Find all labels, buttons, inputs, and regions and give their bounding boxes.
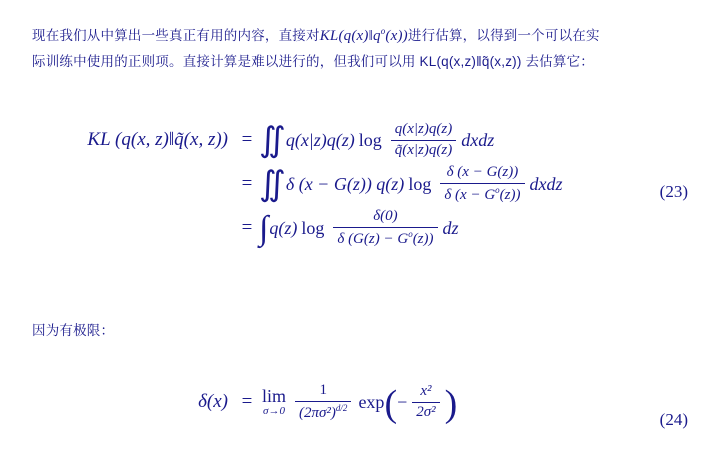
fraction-2-denominator <box>440 183 524 204</box>
fraction-1-numerator: q(x|z)q(z) <box>394 121 453 138</box>
equation-23-lhs: KL (q(x, z)‖q̃(x, z)) <box>87 129 228 150</box>
fraction-4-denominator-head: (2πσ²) <box>299 404 336 421</box>
log-operator-3: log <box>301 217 325 238</box>
equation-23-line-2 <box>38 162 668 206</box>
fraction-5-numerator: x² <box>420 383 432 400</box>
inline-math-kl <box>320 28 408 44</box>
equation-23 <box>38 118 668 250</box>
equation-23-integrand-3: q(z) <box>269 217 298 238</box>
equation-23-relation-1: = <box>241 129 253 150</box>
equation-23-integrand-2: δ (x − G(z)) q(z) <box>285 173 405 194</box>
equation-23-line-3 <box>38 206 668 250</box>
equation-23-tag: (23) <box>659 182 688 201</box>
equation-24-relation: = <box>241 391 253 412</box>
inline-math-kl-head: KL(q(x)‖q <box>319 28 381 44</box>
fraction-2-numerator: δ (x − G(z)) <box>446 164 519 181</box>
fraction-2-denominator-head: δ (x − G <box>444 186 496 203</box>
limit-operator <box>262 387 286 417</box>
fraction-2 <box>440 164 524 204</box>
fraction-1 <box>391 121 456 159</box>
log-operator-2: log <box>408 173 432 194</box>
paragraph-intro-text-before: 现在我们从中算出一些真正有用的内容，直接对 <box>32 28 320 43</box>
inline-math-kl-sup: o <box>380 26 386 36</box>
log-operator-1: log <box>358 129 382 150</box>
fraction-5 <box>412 383 439 421</box>
equation-23-differential-2: dxdz <box>529 173 563 194</box>
equation-23-differential-1: dxdz <box>461 129 495 150</box>
minus-sign: − <box>397 391 408 412</box>
double-integral-icon-1: ∬ <box>259 122 279 160</box>
double-integral-icon-2: ∬ <box>259 166 279 204</box>
fraction-3-numerator: δ(0) <box>373 208 398 225</box>
fraction-4-denominator <box>295 401 351 422</box>
paragraph-intro-line2: 际训练中使用的正则项。直接计算是难以进行的，但我们可以用 KL(q(x,z)‖q̃(x,z)) 去估算它： <box>32 54 594 69</box>
paragraph-intro <box>32 18 682 75</box>
fraction-1-denominator: q̃(x|z)q(z) <box>391 140 456 159</box>
paragraph-intro-text-after: 进行估算，以得到一个可以在实 <box>407 28 600 43</box>
equation-23-relation-2: = <box>241 173 253 194</box>
limit-operator-name: lim <box>262 385 287 406</box>
fraction-3-denominator <box>333 227 437 248</box>
fraction-4-denominator-sup: d/2 <box>335 402 348 413</box>
fraction-5-denominator: 2σ² <box>412 402 439 421</box>
fraction-3 <box>333 208 437 248</box>
paragraph-limit-intro-text: 因为有极限： <box>32 323 115 338</box>
limit-operator-subscript: σ→0 <box>263 404 285 417</box>
integral-icon-3: ∫ <box>259 210 269 248</box>
equation-24-lhs: δ(x) <box>198 391 228 412</box>
fraction-2-denominator-sup: o <box>495 184 500 195</box>
fraction-2-denominator-tail: (z)) <box>499 186 521 203</box>
equation-24 <box>38 380 668 424</box>
fraction-3-denominator-sup: o <box>408 228 413 239</box>
fraction-4-numerator: 1 <box>319 382 327 399</box>
fraction-3-denominator-head: δ (G(z) − G <box>337 230 409 247</box>
equation-24-tag: (24) <box>659 410 688 429</box>
equation-23-differential-3: dz <box>442 217 459 238</box>
paragraph-limit-intro <box>32 318 682 344</box>
inline-math-kl-tail: (x)) <box>385 28 408 44</box>
fraction-4 <box>295 382 351 422</box>
fraction-3-denominator-tail: (z)) <box>412 230 434 247</box>
equation-23-integrand-1: q(x|z)q(z) <box>285 129 355 150</box>
paren-open: ( <box>384 382 398 425</box>
equation-24-line-1 <box>38 380 668 424</box>
paren-close: ) <box>444 382 458 425</box>
equation-23-relation-3: = <box>241 217 253 238</box>
equation-23-line-1 <box>38 118 668 162</box>
exp-operator: exp <box>358 391 385 412</box>
